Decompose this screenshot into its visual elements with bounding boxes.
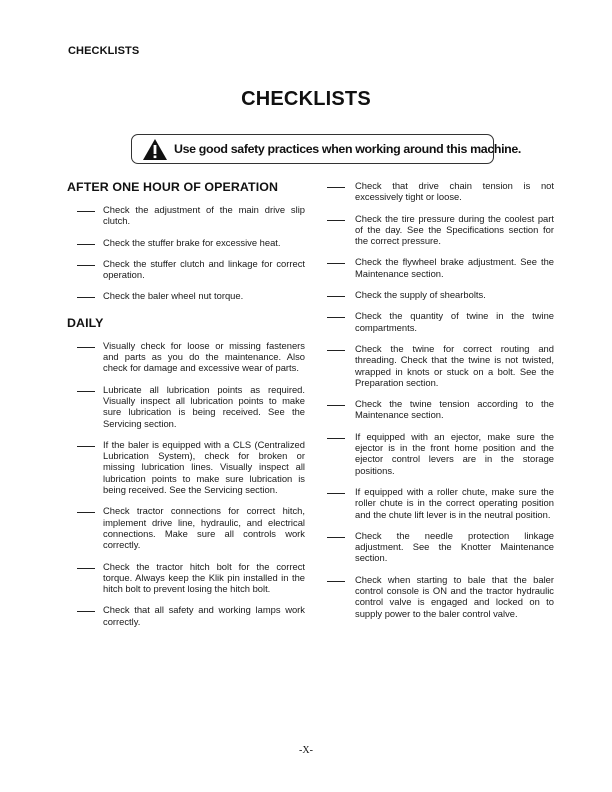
- item-text: Lubricate all lubrication points as required. Visually inspect all lubrication points to make sure lubrication is being received. See the Servicing section.: [103, 383, 305, 429]
- checklist-item: [327, 530, 554, 564]
- item-text: Check the tire pressure during the coolest part of the day. See the Specifications section for the correct pressure.: [355, 212, 554, 247]
- section-heading-after-one-hour: AFTER ONE HOUR OF OPERATION: [67, 180, 279, 194]
- item-text: Check the supply of shearbolts.: [355, 289, 486, 301]
- check-blank[interactable]: [327, 530, 345, 538]
- item-text: Check tractor connections for correct hitch, implement drive line, hydraulic, and electrical connections. Make sure all controls work correctly.: [103, 505, 305, 551]
- check-blank[interactable]: [327, 574, 345, 582]
- item-text: Visually check for loose or missing fasteners and parts as you do the maintenance. Also check for damage and excessive wear of parts.: [103, 339, 305, 374]
- checklist-item: [67, 561, 305, 595]
- check-blank[interactable]: [77, 237, 95, 245]
- item-text: Check the flywheel brake adjustment. See the Maintenance section.: [355, 256, 554, 279]
- check-blank[interactable]: [77, 505, 95, 513]
- checklist-item: [327, 486, 554, 520]
- item-text: Check the tractor hitch bolt for the correct torque. Always keep the Klik pin installed in the hitch bolt to prevent losing the hitch bolt.: [103, 560, 305, 595]
- left-column: [67, 180, 305, 637]
- check-blank[interactable]: [327, 310, 345, 318]
- check-blank[interactable]: [327, 343, 345, 351]
- check-blank[interactable]: [327, 256, 345, 264]
- check-blank[interactable]: [77, 258, 95, 266]
- item-text: Check the needle protection linkage adjustment. See the Knotter Maintenance section.: [355, 529, 554, 564]
- checklist-item: [67, 604, 305, 627]
- item-text: Check the baler wheel nut torque.: [103, 290, 244, 302]
- checklist-item: [327, 398, 554, 421]
- checklist-item: [327, 431, 554, 476]
- check-blank[interactable]: [327, 486, 345, 494]
- check-blank[interactable]: [327, 180, 345, 188]
- check-blank[interactable]: [77, 290, 95, 298]
- right-column: [327, 180, 554, 629]
- item-text: If the baler is equipped with a CLS (Centralized Lubrication System), check for broken or missing lubrication lines. Visually inspect all lubrication points to make sure lubrication is being received. See the Servicing section.: [103, 438, 305, 496]
- checklist-item: [327, 180, 554, 203]
- item-text: Check that drive chain tension is not excessively tight or loose.: [355, 180, 554, 203]
- check-blank[interactable]: [77, 439, 95, 447]
- checklist-item: [327, 256, 554, 279]
- check-blank[interactable]: [327, 213, 345, 221]
- checklist-item: [327, 310, 554, 333]
- page-title: CHECKLISTS: [241, 88, 371, 110]
- checklist-item: [327, 574, 554, 619]
- safety-notice-box: [131, 134, 522, 164]
- item-text: Check the twine for correct routing and threading. Check that the twine is not twisted, wrapped in knots or stuck on a bolt. See the Preparation section.: [355, 342, 554, 388]
- item-text: Check the adjustment of the main drive slip clutch.: [103, 204, 305, 227]
- item-text: Check the twine tension according to the Maintenance section.: [355, 398, 554, 421]
- checklist-item: [67, 258, 305, 281]
- item-text: If equipped with an ejector, make sure the ejector is in the front home position and the ejector control levers are in the storage positions.: [355, 430, 554, 476]
- checklist-item: [327, 213, 554, 247]
- check-blank[interactable]: [327, 398, 345, 406]
- item-text: Check the stuffer clutch and linkage for correct operation.: [103, 257, 305, 281]
- check-blank[interactable]: [77, 604, 95, 612]
- checklist-item: [67, 290, 305, 301]
- page-number: -X-: [299, 745, 313, 756]
- warning-triangle-icon: [142, 138, 168, 161]
- item-text: Check that all safety and working lamps work correctly.: [103, 604, 305, 627]
- checklist-item: [327, 343, 554, 388]
- section-heading-daily: DAILY: [67, 315, 104, 330]
- checklist-item: [67, 237, 305, 248]
- checklist-item: [67, 204, 305, 227]
- checklist-item: [67, 439, 305, 495]
- checklist-item: [67, 340, 305, 374]
- check-blank[interactable]: [77, 561, 95, 569]
- check-blank[interactable]: [327, 431, 345, 439]
- item-text: Check the quantity of twine in the twine compartments.: [355, 310, 554, 333]
- check-blank[interactable]: [77, 204, 95, 212]
- safety-notice-text: Use good safety practices when working around this machine.: [174, 142, 522, 156]
- check-blank[interactable]: [77, 384, 95, 392]
- item-text: Check when starting to bale that the baler control console is ON and the tractor hydraulic control valve is engaged and locked on to supply power to the baler control valve.: [355, 573, 554, 619]
- running-head: CHECKLISTS: [68, 45, 140, 57]
- checklist-item: [327, 289, 554, 300]
- check-blank[interactable]: [327, 289, 345, 297]
- check-blank[interactable]: [77, 340, 95, 348]
- checklist-item: [67, 505, 305, 550]
- checklist-item: [67, 384, 305, 429]
- item-text: If equipped with a roller chute, make sure the roller chute is in the correct operating position and the chute lift lever is in the neutral position.: [355, 485, 554, 520]
- item-text: Check the stuffer brake for excessive heat.: [103, 236, 281, 248]
